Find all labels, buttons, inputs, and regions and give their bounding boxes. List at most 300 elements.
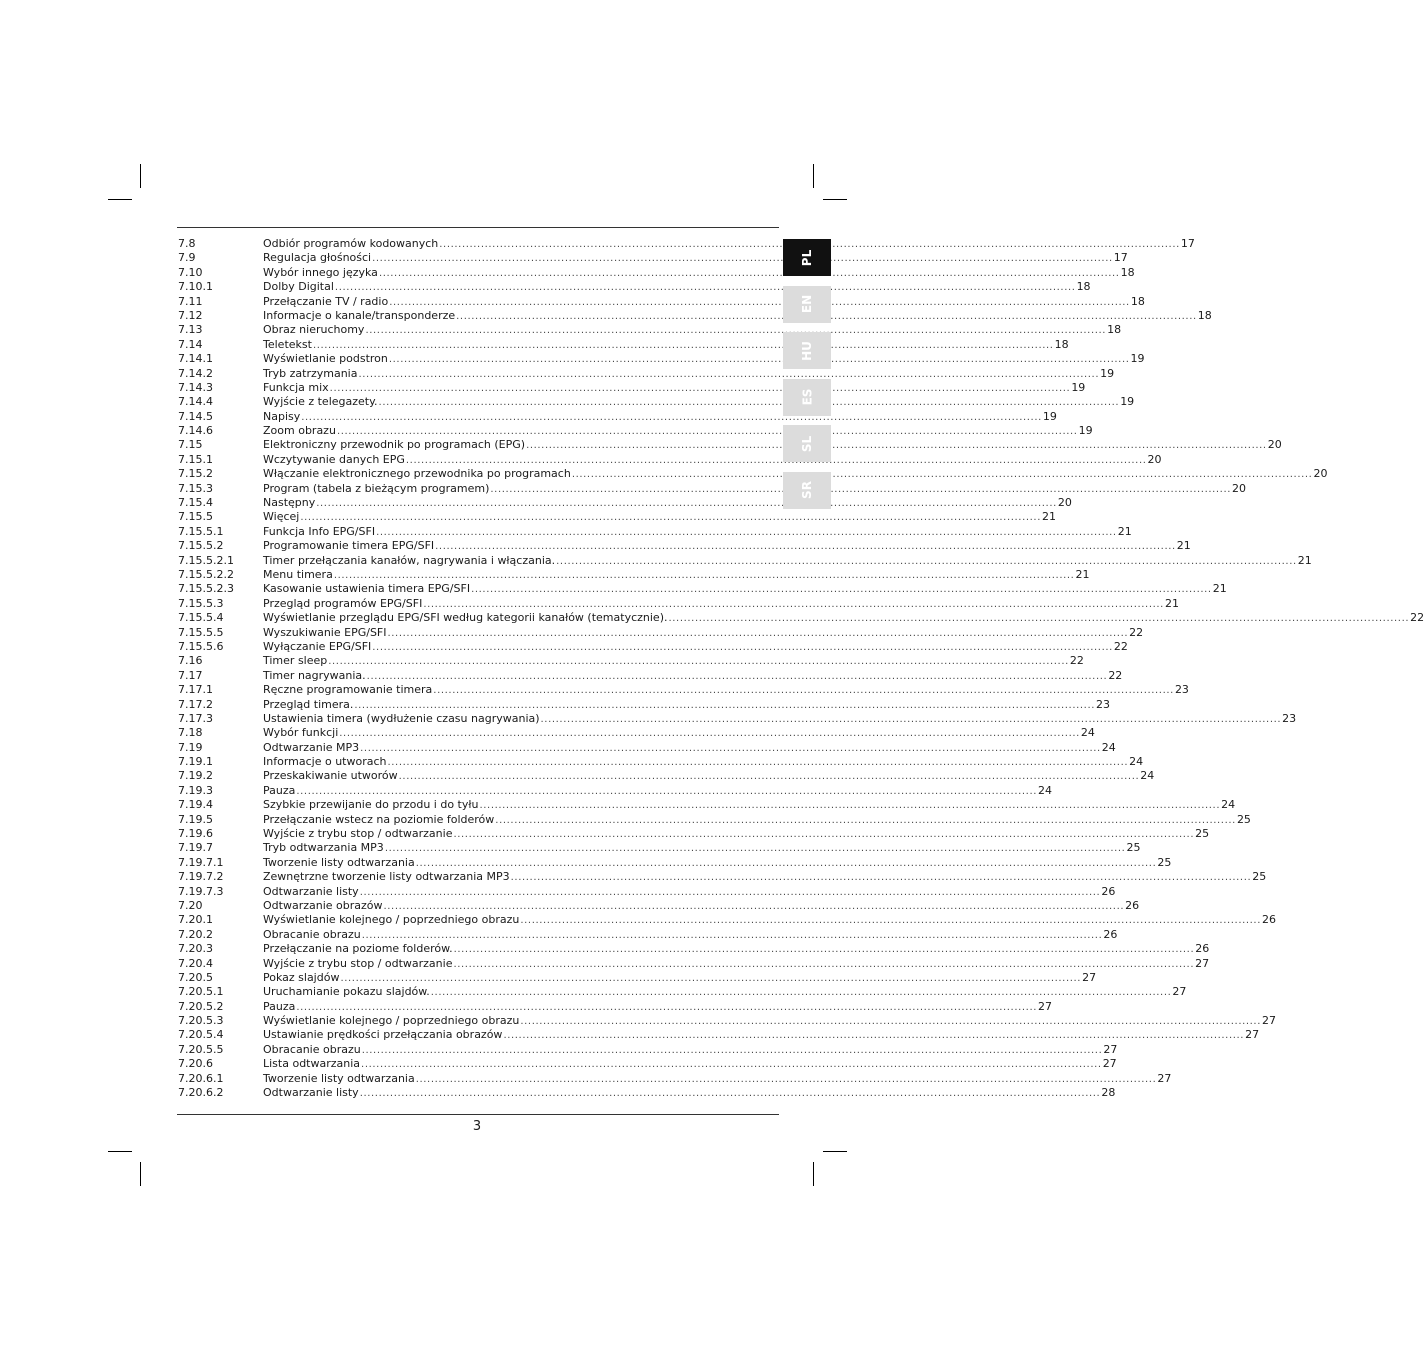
toc-entry-title: Włączanie elektronicznego przewodnika po programach	[263, 467, 571, 481]
toc-entry-title: Ustawianie prędkości przełączania obrazów	[263, 1028, 503, 1042]
toc-entry-page: 20	[1057, 496, 1072, 510]
toc-entry-page: 27	[1082, 970, 1097, 984]
toc-entry-number: 7.15.3	[178, 481, 213, 495]
toc-leader-dots	[328, 655, 1069, 669]
toc-leader-dots	[556, 555, 1297, 569]
toc-leader-dots	[399, 770, 1140, 784]
language-tab-label: ES	[800, 388, 814, 406]
language-tab-sr[interactable]	[783, 472, 831, 509]
toc-leader-dots	[431, 986, 1172, 1000]
toc-entry-title: Programowanie timera EPG/SFI	[263, 539, 435, 553]
language-tab-label: SL	[799, 435, 814, 452]
language-tab-sl[interactable]	[783, 425, 831, 462]
toc-entry-page: 18	[1107, 323, 1122, 337]
toc-entry-page: 26	[1262, 913, 1276, 927]
toc-entry-page: 20	[1313, 467, 1328, 481]
toc-entry-title: Zewnętrzne tworzenie listy odtwarzania MP3	[263, 870, 510, 884]
toc-entry-number: 7.19.2	[178, 769, 213, 783]
toc-entry-page: 20	[1232, 481, 1247, 495]
toc-leader-dots	[372, 641, 1113, 655]
toc-entry[interactable]	[178, 985, 1187, 999]
toc-entry-number: 7.11	[178, 294, 203, 308]
toc-entry[interactable]	[178, 611, 1424, 625]
toc-entry[interactable]	[178, 237, 1195, 251]
toc-entry-title: Więcej	[263, 510, 300, 524]
toc-entry-title: Wczytywanie danych EPG	[263, 452, 405, 466]
toc-entry-page: 25	[1236, 812, 1251, 826]
toc-entry[interactable]	[178, 323, 1122, 337]
toc-leader-dots	[300, 511, 1041, 525]
toc-entry[interactable]	[178, 639, 1128, 654]
toc-entry-number: 7.14.2	[178, 366, 213, 380]
toc-entry-number: 7.15.1	[178, 452, 213, 466]
toc-leader-dots	[313, 339, 1054, 353]
toc-leader-dots	[388, 627, 1129, 641]
toc-entry-number: 7.19.6	[178, 827, 213, 841]
toc-entry[interactable]	[178, 855, 1172, 870]
toc-entry-title: Przegląd timera.	[263, 697, 354, 711]
toc-entry[interactable]	[178, 553, 1312, 568]
toc-entry-title: Odtwarzanie obrazów	[263, 898, 383, 912]
toc-entry-page: 24	[1140, 769, 1155, 783]
toc-entry-number: 7.10	[178, 265, 203, 279]
toc-entry-page: 23	[1282, 711, 1297, 725]
toc-entry-number: 7.20.2	[178, 927, 213, 941]
toc-leader-dots	[330, 382, 1071, 396]
toc-entry-title: Odbiór programów kodowanych	[263, 237, 439, 250]
toc-leader-dots	[572, 468, 1313, 482]
toc-leader-dots	[389, 296, 1130, 310]
toc-entry-title: Szybkie przewijanie do przodu i do tyłu	[263, 798, 479, 812]
toc-entry-page: 28	[1101, 1086, 1116, 1100]
language-tab-label: HU	[799, 340, 814, 361]
toc-entry[interactable]	[178, 524, 1132, 539]
toc-entry-title: Wyświetlanie podstron	[263, 352, 388, 366]
toc-leader-dots	[301, 411, 1042, 425]
toc-leader-dots	[490, 483, 1231, 497]
toc-entry[interactable]	[178, 496, 1072, 510]
toc-entry[interactable]	[178, 467, 1328, 481]
toc-entry-number: 7.14.1	[178, 352, 213, 366]
toc-entry-title: Wyświetlanie przeglądu EPG/SFI według kategorii kanałów (tematycznie).	[263, 611, 668, 625]
toc-entry-page: 23	[1174, 683, 1189, 697]
toc-leader-dots	[435, 540, 1176, 554]
toc-entry-title: Informacje o utworach	[263, 755, 387, 769]
toc-entry[interactable]	[178, 755, 1144, 769]
toc-entry-page: 19	[1130, 352, 1145, 366]
toc-entry[interactable]	[178, 510, 1056, 524]
toc-entry-title: Odtwarzanie listy	[263, 884, 359, 898]
toc-entry[interactable]	[178, 798, 1236, 812]
toc-entry[interactable]	[178, 1014, 1276, 1028]
toc-entry[interactable]	[178, 352, 1145, 366]
toc-entry-title: Przełączanie TV / radio	[263, 294, 389, 308]
crop-mark	[823, 1151, 847, 1152]
toc-entry-number: 7.20.3	[178, 942, 213, 956]
toc-entry-page: 25	[1195, 827, 1210, 841]
toc-entry-number: 7.15.4	[178, 496, 213, 510]
toc-entry-page: 21	[1075, 567, 1090, 581]
toc-leader-dots	[361, 1058, 1102, 1072]
toc-leader-dots	[520, 914, 1261, 928]
toc-entry-title: Przeskakiwanie utworów	[263, 769, 398, 783]
toc-entry[interactable]	[178, 769, 1155, 783]
toc-entry-title: Wybór innego języka	[263, 265, 378, 279]
toc-leader-dots	[379, 267, 1120, 281]
toc-entry-number: 7.20.5.5	[178, 1042, 224, 1056]
toc-entry[interactable]	[178, 582, 1227, 596]
toc-entry-page: 18	[1076, 280, 1091, 294]
toc-leader-dots	[362, 929, 1103, 943]
toc-leader-dots	[372, 252, 1113, 266]
toc-entry-title: Funkcja Info EPG/SFI	[263, 524, 376, 538]
toc-entry-page: 22	[1113, 639, 1128, 653]
toc-entry-number: 7.15.5.6	[178, 639, 224, 653]
toc-entry-number: 7.15.5.2.3	[178, 582, 234, 596]
toc-entry-page: 27	[1103, 1042, 1118, 1056]
toc-entry-page: 26	[1125, 898, 1140, 912]
toc-entry-page: 24	[1080, 726, 1095, 740]
toc-entry-page: 18	[1054, 337, 1069, 351]
toc-entry[interactable]	[178, 1071, 1172, 1086]
toc-entry[interactable]	[178, 812, 1251, 827]
toc-entry-number: 7.20.4	[178, 956, 213, 970]
toc-entry-page: 27	[1102, 1057, 1117, 1071]
toc-entry[interactable]	[178, 683, 1189, 697]
crop-mark	[813, 1162, 814, 1186]
toc-entry-title: Wyjście z trybu stop / odtwarzanie	[263, 956, 453, 970]
toc-entry-title: Wyjście z telegazety.	[263, 395, 378, 409]
toc-entry-number: 7.20.5.4	[178, 1028, 224, 1042]
toc-entry-page: 19	[1071, 380, 1086, 394]
toc-entry-title: Obracanie obrazu	[263, 927, 361, 941]
toc-entry-title: Elektroniczny przewodnik po programach (EPG)	[263, 438, 526, 452]
toc-entry-page: 21	[1297, 553, 1312, 567]
toc-entry-number: 7.20.1	[178, 913, 213, 927]
toc-entry-number: 7.19.4	[178, 798, 213, 812]
toc-entry[interactable]	[178, 827, 1210, 841]
toc-entry-number: 7.19.5	[178, 812, 213, 826]
toc-entry[interactable]	[178, 308, 1212, 323]
toc-entry-title: Zoom obrazu	[263, 424, 336, 438]
toc-leader-dots	[316, 497, 1057, 511]
toc-entry-page: 22	[1410, 611, 1424, 625]
toc-entry-number: 7.17.2	[178, 697, 213, 711]
toc-entry-page: 21	[1041, 510, 1056, 524]
toc-entry-title: Pokaz slajdów	[263, 970, 340, 984]
toc-entry[interactable]	[178, 884, 1116, 899]
toc-entry-page: 27	[1172, 985, 1187, 999]
toc-entry-page: 24	[1221, 798, 1236, 812]
toc-entry-number: 7.15.5.1	[178, 524, 224, 538]
toc-entry-number: 7.13	[178, 323, 203, 337]
toc-leader-dots	[362, 1044, 1103, 1058]
language-tabs	[783, 239, 831, 518]
toc-entry-title: Odtwarzanie MP3	[263, 740, 360, 754]
toc-entry-title: Wybór funkcji	[263, 726, 339, 740]
toc-entry[interactable]	[178, 409, 1057, 424]
toc-leader-dots	[423, 598, 1164, 612]
toc-entry[interactable]	[178, 380, 1086, 395]
toc-entry[interactable]	[178, 956, 1210, 971]
toc-entry-title: Uruchamianie pokazu slajdów.	[263, 985, 430, 999]
toc-entry-number: 7.15	[178, 438, 203, 452]
toc-entry-page: 21	[1212, 582, 1227, 596]
toc-leader-dots	[360, 886, 1101, 900]
crop-mark	[823, 199, 847, 200]
toc-leader-dots	[376, 526, 1117, 540]
toc-entry-number: 7.17.1	[178, 683, 213, 697]
toc-entry[interactable]	[178, 1086, 1116, 1100]
toc-entry-number: 7.20.5.1	[178, 985, 224, 999]
toc-entry-page: 20	[1267, 438, 1282, 452]
toc-entry-page: 26	[1103, 927, 1118, 941]
toc-entry-page: 25	[1157, 855, 1172, 869]
toc-leader-dots	[511, 871, 1252, 885]
toc-entry[interactable]	[178, 726, 1095, 740]
toc-entry-page: 24	[1101, 740, 1116, 754]
toc-leader-dots	[335, 281, 1076, 295]
toc-entry-title: Funkcja mix	[263, 380, 329, 394]
toc-entry-number: 7.20.5.2	[178, 999, 224, 1013]
toc-entry-number: 7.15.5	[178, 510, 213, 524]
toc-entry-number: 7.15.2	[178, 467, 213, 481]
toc-entry-page: 22	[1129, 625, 1144, 639]
toc-entry-number: 7.19.1	[178, 755, 213, 769]
toc-entry-number: 7.17.3	[178, 711, 213, 725]
toc-leader-dots	[367, 670, 1108, 684]
toc-entry-number: 7.14.5	[178, 409, 213, 423]
toc-entry-title: Ustawienia timera (wydłużenie czasu nagrywania)	[263, 711, 540, 725]
toc-entry-title: Tryb zatrzymania	[263, 366, 358, 380]
toc-entry-page: 18	[1197, 308, 1212, 322]
toc-leader-dots	[433, 684, 1174, 698]
toc-leader-dots	[365, 324, 1106, 338]
toc-entry-page: 24	[1129, 755, 1144, 769]
toc-entry-page: 25	[1126, 841, 1141, 855]
toc-entry[interactable]	[178, 1028, 1260, 1042]
toc-entry[interactable]	[178, 697, 1111, 712]
language-tab-hu[interactable]	[783, 332, 831, 369]
toc-entry[interactable]	[178, 654, 1084, 668]
toc-entry[interactable]	[178, 596, 1179, 611]
toc-entry[interactable]	[178, 870, 1267, 884]
toc-entry-page: 19	[1042, 409, 1057, 423]
toc-entry[interactable]	[178, 567, 1090, 582]
toc-entry-title: Teletekst	[263, 337, 312, 351]
language-tab-pl[interactable]	[783, 239, 831, 276]
toc-leader-dots	[471, 583, 1212, 597]
toc-entry-number: 7.17	[178, 668, 203, 682]
toc-entry[interactable]	[178, 366, 1115, 381]
toc-entry[interactable]	[178, 913, 1276, 927]
toc-entry[interactable]	[178, 898, 1140, 913]
toc-entry-number: 7.19.7.2	[178, 870, 224, 884]
toc-entry-page: 27	[1038, 999, 1053, 1013]
toc-leader-dots	[503, 1029, 1244, 1043]
toc-entry-page: 18	[1130, 294, 1145, 308]
toc-entry[interactable]	[178, 999, 1053, 1014]
toc-entry-number: 7.20.5.3	[178, 1014, 224, 1028]
language-tab-label: EN	[800, 294, 814, 314]
toc-leader-dots	[669, 612, 1410, 626]
toc-entry[interactable]	[178, 942, 1210, 956]
toc-entry-page: 25	[1252, 870, 1267, 884]
toc-entry[interactable]	[178, 424, 1093, 438]
toc-leader-dots	[453, 958, 1194, 972]
toc-entry-title: Tworzenie listy odtwarzania	[263, 1071, 415, 1085]
toc-entry-page: 21	[1117, 524, 1132, 538]
toc-leader-dots	[296, 785, 1037, 799]
toc-entry-page: 24	[1038, 783, 1053, 797]
toc-leader-dots	[354, 699, 1095, 713]
toc-leader-dots	[334, 569, 1075, 583]
toc-entry[interactable]	[178, 265, 1135, 280]
toc-entry-title: Wyłączanie EPG/SFI	[263, 639, 372, 653]
crop-mark	[140, 1162, 141, 1186]
top-rule	[177, 227, 779, 228]
toc-entry-number: 7.20.6.2	[178, 1086, 224, 1100]
toc-entry-title: Ręczne programowanie timera	[263, 683, 433, 697]
toc-entry-page: 22	[1108, 668, 1123, 682]
bottom-rule	[177, 1114, 779, 1115]
toc-entry[interactable]	[178, 625, 1144, 640]
toc-entry-number: 7.15.5.2.2	[178, 567, 234, 581]
toc-leader-dots	[406, 454, 1147, 468]
toc-entry-number: 7.19.3	[178, 783, 213, 797]
crop-mark	[813, 164, 814, 188]
toc-entry-title: Obracanie obrazu	[263, 1042, 361, 1056]
toc-entry-number: 7.15.5.2.1	[178, 553, 234, 567]
toc-leader-dots	[520, 1015, 1261, 1029]
toc-entry-number: 7.10.1	[178, 280, 213, 294]
toc-entry-page: 19	[1100, 366, 1115, 380]
toc-entry-title: Odtwarzanie listy	[263, 1086, 359, 1100]
toc-entry-number: 7.15.5.2	[178, 539, 224, 553]
toc-entry-page: 27	[1262, 1014, 1276, 1028]
toc-entry-page: 19	[1120, 395, 1135, 409]
toc-entry-page: 19	[1078, 424, 1093, 438]
toc-entry-number: 7.20	[178, 898, 203, 912]
toc-entry-title: Pauza	[263, 783, 296, 797]
toc-entry-page: 21	[1164, 596, 1179, 610]
toc-entry[interactable]	[178, 711, 1297, 726]
toc-entry-page: 18	[1120, 265, 1135, 279]
language-tab-es[interactable]	[783, 379, 831, 416]
toc-entry-number: 7.19.7.3	[178, 884, 224, 898]
toc-entry-title: Informacje o kanale/transponderze	[263, 308, 456, 322]
toc-entry-title: Timer przełączania kanałów, nagrywania i włączania.	[263, 553, 556, 567]
toc-leader-dots	[453, 828, 1194, 842]
toc-leader-dots	[526, 439, 1267, 453]
toc-entry-number: 7.15.5.3	[178, 596, 224, 610]
toc-entry[interactable]	[178, 668, 1123, 683]
toc-entry-title: Kasowanie ustawienia timera EPG/SFI	[263, 582, 471, 596]
page-number: 3	[472, 1119, 482, 1134]
crop-mark	[108, 1151, 132, 1152]
toc-entry-title: Przegląd programów EPG/SFI	[263, 596, 423, 610]
toc-leader-dots	[337, 425, 1078, 439]
toc-leader-dots	[495, 814, 1236, 828]
toc-entry-page: 26	[1195, 942, 1210, 956]
toc-leader-dots	[360, 1087, 1101, 1101]
toc-entry[interactable]	[178, 1042, 1118, 1057]
toc-entry-title: Następny	[263, 496, 316, 510]
toc-entry[interactable]	[178, 452, 1162, 467]
toc-entry-number: 7.9	[178, 251, 196, 265]
toc-entry[interactable]	[178, 740, 1116, 755]
toc-entry-title: Obraz nieruchomy	[263, 323, 365, 337]
toc-entry-page: 17	[1180, 237, 1195, 250]
toc-entry-number: 7.18	[178, 726, 203, 740]
toc-entry-title: Timer sleep	[263, 654, 328, 668]
toc-entry[interactable]	[178, 539, 1191, 553]
toc-entry-number: 7.15.5.5	[178, 625, 224, 639]
toc-leader-dots	[360, 742, 1101, 756]
toc-leader-dots	[416, 1073, 1157, 1087]
toc-entry-title: Przełączanie na poziome folderów.	[263, 942, 453, 956]
toc-leader-dots	[340, 972, 1081, 986]
toc-entry-title: Tryb odtwarzania MP3	[263, 841, 384, 855]
toc-entry[interactable]	[178, 927, 1118, 942]
toc-entry-number: 7.20.6.1	[178, 1071, 224, 1085]
toc-leader-dots	[388, 756, 1129, 770]
toc-entry-number: 7.14.6	[178, 424, 213, 438]
toc-entry-number: 7.19.7.1	[178, 855, 224, 869]
toc-entry[interactable]	[178, 970, 1097, 985]
toc-leader-dots	[479, 799, 1220, 813]
toc-entry[interactable]	[178, 841, 1141, 855]
toc-entry-number: 7.8	[178, 237, 196, 250]
toc-leader-dots	[416, 857, 1157, 871]
crop-mark	[140, 164, 141, 188]
toc-entry-title: Program (tabela z bieżącym programem)	[263, 481, 490, 495]
toc-leader-dots	[358, 368, 1099, 382]
language-tab-en[interactable]	[783, 286, 831, 323]
toc-entry-title: Wyszukiwanie EPG/SFI	[263, 625, 387, 639]
toc-entry-title: Menu timera	[263, 567, 333, 581]
toc-entry-page: 21	[1176, 539, 1191, 553]
toc-entry-title: Wyświetlanie kolejnego / poprzedniego obrazu	[263, 1014, 520, 1028]
toc-entry[interactable]	[178, 783, 1053, 798]
crop-mark	[108, 199, 132, 200]
toc-leader-dots	[389, 353, 1130, 367]
toc-entry-title: Wyjście z trybu stop / odtwarzanie	[263, 827, 453, 841]
toc-leader-dots	[385, 842, 1126, 856]
toc-entry-page: 27	[1195, 956, 1210, 970]
toc-leader-dots	[339, 727, 1080, 741]
toc-entry-number: 7.14.3	[178, 380, 213, 394]
toc-entry-page: 20	[1147, 452, 1162, 466]
toc-entry-title: Timer nagrywania.	[263, 668, 366, 682]
language-tab-label: PL	[799, 249, 814, 266]
toc-entry-number: 7.20.6	[178, 1057, 213, 1071]
toc-entry-title: Napisy	[263, 409, 301, 423]
toc-entry-number: 7.19.7	[178, 841, 213, 855]
toc-leader-dots	[454, 943, 1195, 957]
toc-entry-number: 7.19	[178, 740, 203, 754]
toc-entry-title: Lista odtwarzania	[263, 1057, 361, 1071]
toc-entry-title: Tworzenie listy odtwarzania	[263, 855, 415, 869]
toc-entry-title: Dolby Digital	[263, 280, 334, 294]
toc-entry-number: 7.20.5	[178, 970, 213, 984]
toc-entry-title: Regulacja głośności	[263, 251, 372, 265]
language-tab-label: SR	[799, 481, 814, 499]
toc-entry[interactable]	[178, 280, 1091, 294]
toc-entry-title: Przełączanie wstecz na poziomie folderów	[263, 812, 495, 826]
toc-entry-title: Wyświetlanie kolejnego / poprzedniego obrazu	[263, 913, 520, 927]
toc-entry[interactable]	[178, 1057, 1117, 1071]
